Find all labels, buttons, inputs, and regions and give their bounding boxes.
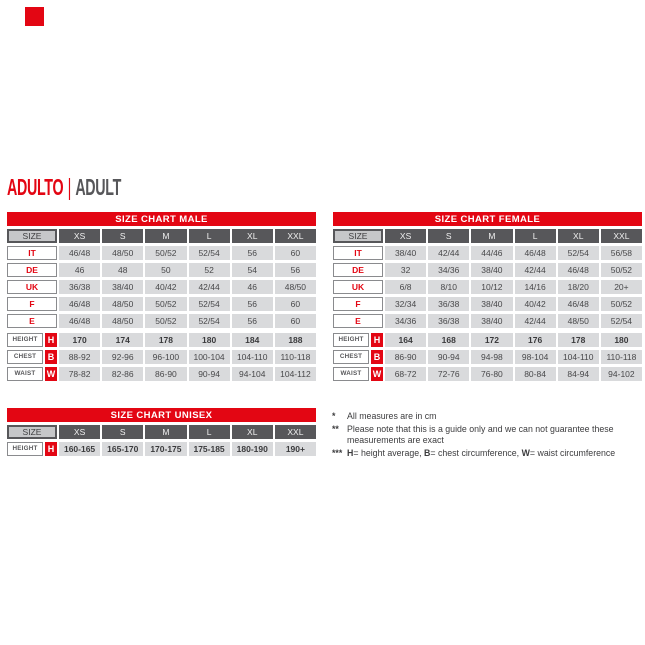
size-row-e (333, 314, 642, 328)
footnote-segment: All measures are in cm (347, 411, 437, 421)
measure-value-cell: 100-104 (189, 350, 230, 364)
footnote-term: B (424, 447, 431, 458)
column-header-cell: XS (59, 425, 100, 439)
row-label-cell: F (333, 297, 383, 311)
measures-section (7, 442, 316, 456)
size-value-cell: 38/40 (471, 263, 512, 277)
size-value-cell: 50/52 (601, 297, 642, 311)
size-value-cell: 6/8 (385, 280, 426, 294)
size-value-cell: 10/12 (471, 280, 512, 294)
measure-value-cell: 80-84 (515, 367, 556, 381)
size-value-cell: 44/46 (471, 246, 512, 260)
size-value-cell: 34/36 (428, 263, 469, 277)
size-value-cell: 52/54 (189, 314, 230, 328)
measure-value-cell: 72-76 (428, 367, 469, 381)
measure-key-badge: B (45, 350, 57, 364)
page-title-primary: ADULTO (7, 173, 64, 200)
table-header-row (7, 425, 316, 439)
row-label-cell: F (7, 297, 57, 311)
measure-key-badge: H (45, 442, 57, 456)
size-value-cell: 52/54 (558, 246, 599, 260)
measure-value-cell: 104-112 (275, 367, 316, 381)
row-label-cell: UK (7, 280, 57, 294)
size-value-cell: 56 (232, 246, 273, 260)
size-value-cell: 46/48 (59, 314, 100, 328)
measure-value-cell: 164 (385, 333, 426, 347)
size-row-it (333, 246, 642, 260)
page-title (7, 173, 122, 200)
measure-value-cell: 180-190 (232, 442, 273, 456)
measure-value-cell: 88-92 (59, 350, 100, 364)
red-square-mark (25, 7, 44, 26)
measure-value-cell: 168 (428, 333, 469, 347)
measure-row-waist (333, 367, 642, 381)
footnote-marker: ** (332, 423, 339, 434)
size-value-cell: 50/52 (145, 314, 186, 328)
column-header-cell: XXL (275, 425, 316, 439)
row-label-cell: IT (333, 246, 383, 260)
row-label-cell: UK (333, 280, 383, 294)
footnote-text (347, 448, 634, 460)
column-header-cell: S (428, 229, 469, 243)
size-value-cell: 46/48 (515, 246, 556, 260)
size-value-cell: 50/52 (145, 297, 186, 311)
size-value-cell: 56 (232, 297, 273, 311)
size-value-cell: 52/54 (189, 246, 230, 260)
measure-value-cell: 160-165 (59, 442, 100, 456)
size-value-cell: 36/38 (428, 297, 469, 311)
measure-value-cell: 68-72 (385, 367, 426, 381)
size-value-cell: 20+ (601, 280, 642, 294)
size-value-cell: 48/50 (102, 246, 143, 260)
size-row-it (7, 246, 316, 260)
footnote-term: H (347, 447, 354, 458)
table-header-row (7, 229, 316, 243)
row-label-cell: DE (333, 263, 383, 277)
size-value-cell: 46/48 (558, 297, 599, 311)
measure-label-cell: WAIST (7, 367, 43, 381)
footnote-item (332, 424, 634, 447)
footnote-item (332, 448, 634, 460)
size-header-cell: SIZE (7, 229, 57, 243)
measure-value-cell: 190+ (275, 442, 316, 456)
size-row-uk (333, 280, 642, 294)
measure-label-cell: HEIGHT (333, 333, 369, 347)
column-header-cell: XXL (275, 229, 316, 243)
column-header-cell: XL (558, 229, 599, 243)
size-value-cell: 52/54 (601, 314, 642, 328)
measure-value-cell: 94-98 (471, 350, 512, 364)
column-header-cell: L (189, 229, 230, 243)
measure-row-waist (7, 367, 316, 381)
measure-key-badge: H (371, 333, 383, 347)
table-title: SIZE CHART UNISEX (7, 408, 316, 422)
measure-label-cell: CHEST (333, 350, 369, 364)
size-value-cell: 48/50 (102, 314, 143, 328)
measure-row-chest (7, 350, 316, 364)
size-value-cell: 38/40 (471, 314, 512, 328)
column-header-cell: XXL (601, 229, 642, 243)
page-title-secondary: ADULT (75, 173, 122, 200)
measures-section (333, 333, 642, 381)
measure-value-cell: 104-110 (558, 350, 599, 364)
size-value-cell: 34/36 (385, 314, 426, 328)
page-title-divider: | (67, 173, 71, 200)
size-value-cell: 14/16 (515, 280, 556, 294)
size-value-cell: 18/20 (558, 280, 599, 294)
column-header-cell: M (145, 229, 186, 243)
size-value-cell: 46/48 (558, 263, 599, 277)
measure-row-height (7, 333, 316, 347)
row-label-cell: IT (7, 246, 57, 260)
measure-value-cell: 174 (102, 333, 143, 347)
footnote-segment: = chest circumference, (430, 447, 522, 458)
column-header-cell: M (471, 229, 512, 243)
measure-value-cell: 175-185 (189, 442, 230, 456)
size-value-cell: 38/40 (385, 246, 426, 260)
column-header-cell: XL (232, 229, 273, 243)
footnote-item (332, 411, 634, 423)
size-value-cell: 42/44 (428, 246, 469, 260)
size-value-cell: 60 (275, 314, 316, 328)
size-header-cell: SIZE (333, 229, 383, 243)
measure-key-badge: H (45, 333, 57, 347)
size-value-cell: 48/50 (275, 280, 316, 294)
size-value-cell: 40/42 (145, 280, 186, 294)
measure-key-badge: B (371, 350, 383, 364)
measure-value-cell: 170 (59, 333, 100, 347)
measure-value-cell: 178 (145, 333, 186, 347)
measure-value-cell: 188 (275, 333, 316, 347)
measure-label-cell: WAIST (333, 367, 369, 381)
size-value-cell: 60 (275, 297, 316, 311)
measure-value-cell: 84-94 (558, 367, 599, 381)
measure-key-badge: W (45, 367, 57, 381)
measure-value-cell: 110-118 (275, 350, 316, 364)
measure-value-cell: 170-175 (145, 442, 186, 456)
row-label-cell: DE (7, 263, 57, 277)
measure-value-cell: 78-82 (59, 367, 100, 381)
measure-value-cell: 96-100 (145, 350, 186, 364)
measure-value-cell: 172 (471, 333, 512, 347)
size-value-cell: 60 (275, 246, 316, 260)
column-header-cell: XS (385, 229, 426, 243)
size-value-cell: 52/54 (189, 297, 230, 311)
size-value-cell: 38/40 (471, 297, 512, 311)
size-row-f (7, 297, 316, 311)
measure-key-badge: W (371, 367, 383, 381)
measure-value-cell: 165-170 (102, 442, 143, 456)
size-value-cell: 36/38 (428, 314, 469, 328)
size-value-cell: 56 (275, 263, 316, 277)
size-value-cell: 48/50 (102, 297, 143, 311)
measure-row-height (7, 442, 316, 456)
footnote-text (347, 424, 634, 447)
size-value-cell: 42/44 (515, 263, 556, 277)
measure-value-cell: 94-104 (232, 367, 273, 381)
measure-row-chest (333, 350, 642, 364)
size-value-cell: 56/58 (601, 246, 642, 260)
size-value-cell: 46/48 (59, 246, 100, 260)
column-header-cell: L (189, 425, 230, 439)
size-value-cell: 46 (59, 263, 100, 277)
footnote-marker: *** (332, 447, 343, 458)
measure-value-cell: 86-90 (145, 367, 186, 381)
footnote-text (347, 411, 634, 423)
column-header-cell: L (515, 229, 556, 243)
size-chart-female-table (333, 212, 642, 384)
size-value-cell: 52 (189, 263, 230, 277)
measure-label-cell: HEIGHT (7, 442, 43, 456)
column-header-cell: S (102, 229, 143, 243)
size-value-cell: 50/52 (145, 246, 186, 260)
size-value-cell: 36/38 (59, 280, 100, 294)
column-header-cell: XL (232, 425, 273, 439)
measure-row-height (333, 333, 642, 347)
size-value-cell: 48 (102, 263, 143, 277)
size-value-cell: 50/52 (601, 263, 642, 277)
column-header-cell: S (102, 425, 143, 439)
size-value-cell: 8/10 (428, 280, 469, 294)
size-value-cell: 38/40 (102, 280, 143, 294)
size-value-cell: 32/34 (385, 297, 426, 311)
footnote-segment: Please note that this is a guide only and we can not guarantee these measurements are exact (347, 423, 614, 445)
size-value-cell: 48/50 (558, 314, 599, 328)
table-title: SIZE CHART MALE (7, 212, 316, 226)
size-chart-unisex-table (7, 408, 316, 459)
measure-value-cell: 184 (232, 333, 273, 347)
footnote-segment: = waist circumference (529, 447, 616, 458)
measure-value-cell: 90-94 (428, 350, 469, 364)
size-value-cell: 50 (145, 263, 186, 277)
table-header-row (333, 229, 642, 243)
measure-value-cell: 104-110 (232, 350, 273, 364)
measure-value-cell: 98-104 (515, 350, 556, 364)
row-label-cell: E (333, 314, 383, 328)
measure-value-cell: 176 (515, 333, 556, 347)
measure-label-cell: CHEST (7, 350, 43, 364)
size-row-uk (7, 280, 316, 294)
size-value-cell: 46 (232, 280, 273, 294)
row-label-cell: E (7, 314, 57, 328)
footnotes (332, 411, 634, 460)
size-row-de (333, 263, 642, 277)
measure-value-cell: 90-94 (189, 367, 230, 381)
measure-value-cell: 180 (601, 333, 642, 347)
measure-value-cell: 86-90 (385, 350, 426, 364)
size-chart-male-table (7, 212, 316, 384)
measure-value-cell: 178 (558, 333, 599, 347)
size-row-f (333, 297, 642, 311)
column-header-cell: M (145, 425, 186, 439)
measure-value-cell: 76-80 (471, 367, 512, 381)
size-value-cell: 32 (385, 263, 426, 277)
size-value-cell: 54 (232, 263, 273, 277)
size-value-cell: 40/42 (515, 297, 556, 311)
table-title: SIZE CHART FEMALE (333, 212, 642, 226)
footnote-term: W (521, 447, 530, 458)
size-value-cell: 56 (232, 314, 273, 328)
size-row-e (7, 314, 316, 328)
column-header-cell: XS (59, 229, 100, 243)
size-header-cell: SIZE (7, 425, 57, 439)
size-value-cell: 42/44 (189, 280, 230, 294)
footnote-marker: * (332, 411, 336, 421)
measure-label-cell: HEIGHT (7, 333, 43, 347)
size-row-de (7, 263, 316, 277)
measure-value-cell: 92-96 (102, 350, 143, 364)
size-value-cell: 46/48 (59, 297, 100, 311)
size-value-cell: 42/44 (515, 314, 556, 328)
measures-section (7, 333, 316, 381)
footnote-segment: = height average, (353, 447, 425, 458)
measure-value-cell: 110-118 (601, 350, 642, 364)
measure-value-cell: 180 (189, 333, 230, 347)
measure-value-cell: 82-86 (102, 367, 143, 381)
measure-value-cell: 94-102 (601, 367, 642, 381)
